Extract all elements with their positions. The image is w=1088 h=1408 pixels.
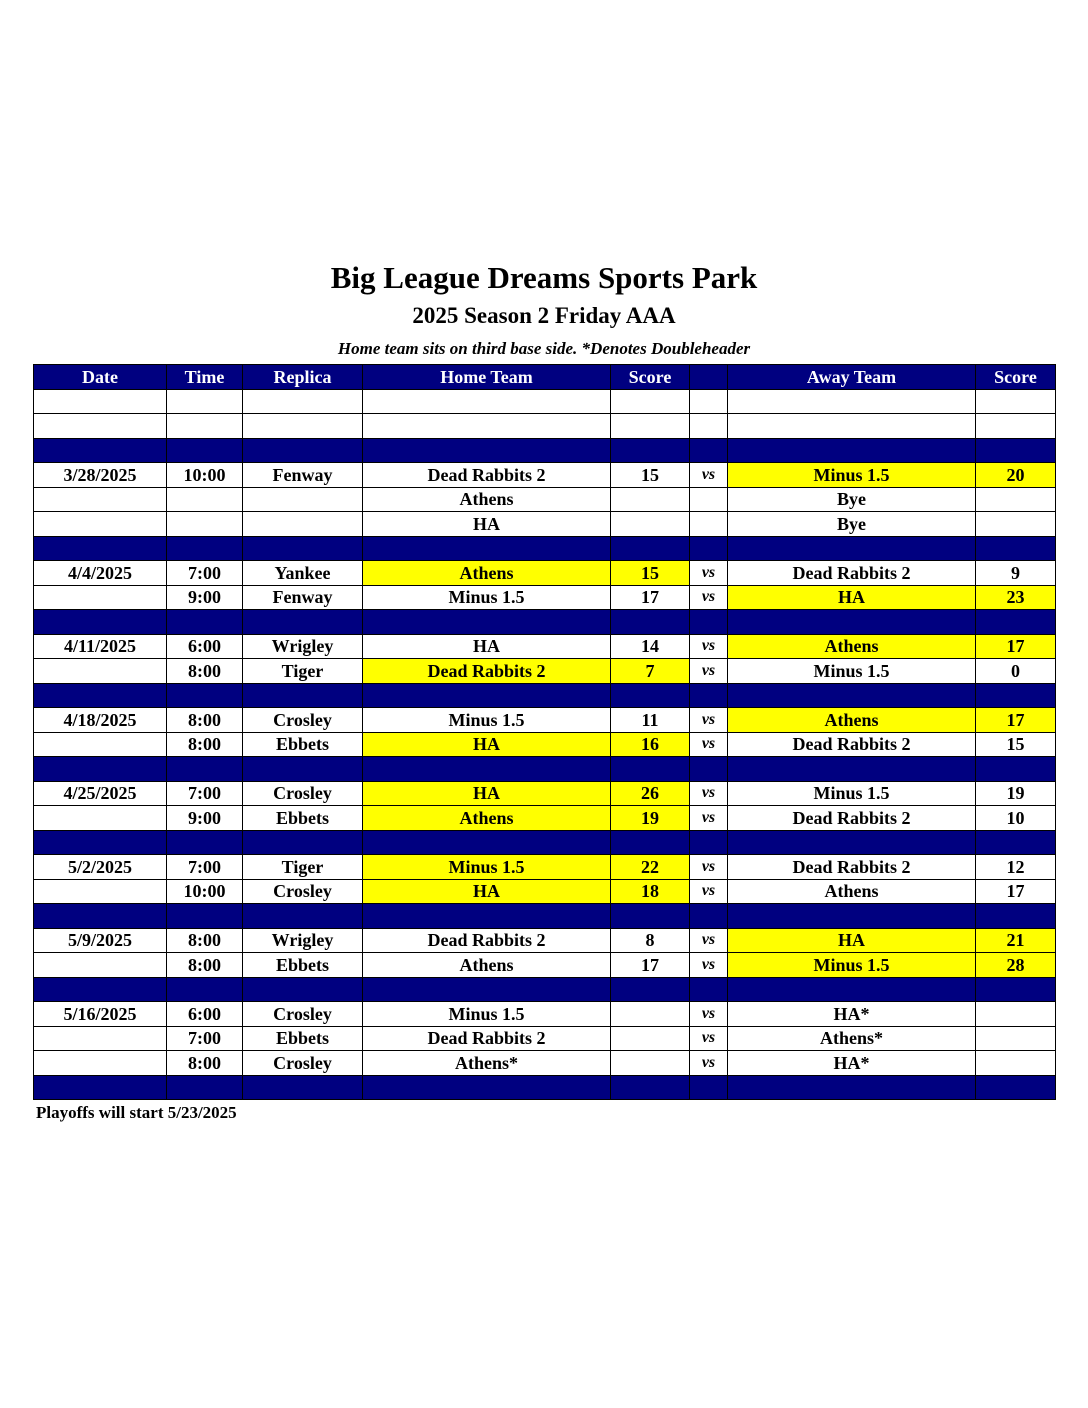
home-team-cell: HA: [363, 781, 611, 806]
home-team-cell: Dead Rabbits 2: [363, 928, 611, 953]
vs-cell: [690, 977, 728, 1002]
vs-cell: vs: [690, 928, 728, 953]
page-title: Big League Dreams Sports Park: [330, 260, 758, 295]
home-score-cell: 15: [611, 463, 690, 488]
time-cell: [167, 757, 243, 782]
away-team-cell: [728, 683, 976, 708]
away-team-cell: Minus 1.5: [728, 659, 976, 684]
vs-cell: [690, 1075, 728, 1100]
away-score-cell: [976, 610, 1056, 635]
vs-cell: vs: [690, 953, 728, 978]
away-score-cell: 19: [976, 781, 1056, 806]
date-cell: [34, 977, 167, 1002]
time-cell: [167, 536, 243, 561]
home-team-cell: [363, 830, 611, 855]
date-cell: [34, 806, 167, 831]
week-separator-row: [34, 757, 1056, 782]
date-cell: 4/18/2025: [34, 708, 167, 733]
game-row: [34, 928, 1056, 953]
date-cell: [34, 389, 167, 414]
away-score-cell: 17: [976, 708, 1056, 733]
game-row: [34, 463, 1056, 488]
vs-cell: vs: [690, 708, 728, 733]
vs-cell: [690, 389, 728, 414]
date-cell: [34, 683, 167, 708]
replica-cell: [243, 904, 363, 929]
time-cell: [167, 487, 243, 512]
game-row: [34, 512, 1056, 537]
replica-cell: [243, 389, 363, 414]
away-team-cell: [728, 389, 976, 414]
replica-cell: Wrigley: [243, 928, 363, 953]
home-team-cell: HA: [363, 879, 611, 904]
week-separator-row: [34, 904, 1056, 929]
home-score-cell: [611, 438, 690, 463]
replica-cell: Fenway: [243, 463, 363, 488]
vs-cell: vs: [690, 1051, 728, 1076]
home-score-cell: [611, 977, 690, 1002]
time-cell: [167, 1075, 243, 1100]
date-cell: 3/28/2025: [34, 463, 167, 488]
away-team-cell: Dead Rabbits 2: [728, 561, 976, 586]
home-score-cell: 19: [611, 806, 690, 831]
away-team-cell: Minus 1.5: [728, 953, 976, 978]
date-cell: [34, 953, 167, 978]
away-team-cell: Bye: [728, 512, 976, 537]
away-score-cell: 20: [976, 463, 1056, 488]
home-team-cell: [363, 1075, 611, 1100]
vs-cell: vs: [690, 806, 728, 831]
home-score-cell: [611, 904, 690, 929]
game-row: [34, 634, 1056, 659]
time-cell: 9:00: [167, 585, 243, 610]
away-score-cell: [976, 438, 1056, 463]
time-cell: 7:00: [167, 855, 243, 880]
vs-cell: vs: [690, 879, 728, 904]
home-team-cell: [363, 389, 611, 414]
away-team-cell: [728, 438, 976, 463]
replica-cell: [243, 536, 363, 561]
home-team-cell: Minus 1.5: [363, 1002, 611, 1027]
away-score-cell: [976, 414, 1056, 439]
time-cell: [167, 610, 243, 635]
home-team-cell: Athens*: [363, 1051, 611, 1076]
game-row: [34, 1051, 1056, 1076]
schedule-body: [34, 389, 1056, 1100]
date-cell: [34, 659, 167, 684]
away-score-cell: 12: [976, 855, 1056, 880]
home-score-cell: 7: [611, 659, 690, 684]
date-cell: [34, 414, 167, 439]
home-score-cell: [611, 1075, 690, 1100]
time-cell: [167, 389, 243, 414]
game-row: [34, 732, 1056, 757]
time-cell: 8:00: [167, 708, 243, 733]
home-team-cell: [363, 977, 611, 1002]
home-score-cell: [611, 414, 690, 439]
away-team-cell: Minus 1.5: [728, 781, 976, 806]
game-row: [34, 1002, 1056, 1027]
home-team-cell: Dead Rabbits 2: [363, 463, 611, 488]
week-separator-row: [34, 977, 1056, 1002]
vs-cell: [690, 610, 728, 635]
vs-cell: [690, 438, 728, 463]
home-score-cell: 17: [611, 585, 690, 610]
home-team-cell: HA: [363, 634, 611, 659]
col-header-away-score: Score: [976, 365, 1056, 390]
replica-cell: Fenway: [243, 585, 363, 610]
header-row: [34, 365, 1056, 390]
away-score-cell: [976, 977, 1056, 1002]
home-score-cell: [611, 610, 690, 635]
playoffs-note: Playoffs will start 5/23/2025: [36, 1103, 237, 1122]
home-team-cell: [363, 414, 611, 439]
home-score-cell: 14: [611, 634, 690, 659]
away-score-cell: [976, 1026, 1056, 1051]
replica-cell: Crosley: [243, 1051, 363, 1076]
home-team-cell: Minus 1.5: [363, 708, 611, 733]
replica-cell: [243, 487, 363, 512]
home-team-cell: HA: [363, 732, 611, 757]
game-row: [34, 561, 1056, 586]
col-header-home-team: Home Team: [363, 365, 611, 390]
date-cell: [34, 487, 167, 512]
season-subtitle: 2025 Season 2 Friday AAA: [412, 303, 676, 328]
game-row: [34, 585, 1056, 610]
col-header-date: Date: [34, 365, 167, 390]
replica-cell: Tiger: [243, 659, 363, 684]
away-score-cell: [976, 1002, 1056, 1027]
away-score-cell: [976, 1075, 1056, 1100]
time-cell: [167, 904, 243, 929]
game-row: [34, 806, 1056, 831]
vs-cell: vs: [690, 659, 728, 684]
date-cell: 5/2/2025: [34, 855, 167, 880]
vs-cell: vs: [690, 855, 728, 880]
replica-cell: Ebbets: [243, 1026, 363, 1051]
time-cell: 7:00: [167, 781, 243, 806]
time-cell: 9:00: [167, 806, 243, 831]
blank-row: [34, 414, 1056, 439]
away-team-cell: HA: [728, 928, 976, 953]
week-separator-row: [34, 830, 1056, 855]
home-score-cell: [611, 683, 690, 708]
away-team-cell: Athens: [728, 708, 976, 733]
date-cell: [34, 512, 167, 537]
replica-cell: Crosley: [243, 1002, 363, 1027]
home-team-cell: [363, 438, 611, 463]
date-cell: 4/11/2025: [34, 634, 167, 659]
home-team-cell: Athens: [363, 806, 611, 831]
home-score-cell: [611, 536, 690, 561]
date-cell: [34, 879, 167, 904]
time-cell: [167, 683, 243, 708]
home-score-cell: 26: [611, 781, 690, 806]
away-team-cell: Bye: [728, 487, 976, 512]
replica-cell: Yankee: [243, 561, 363, 586]
time-cell: 7:00: [167, 561, 243, 586]
home-score-cell: 8: [611, 928, 690, 953]
replica-cell: [243, 830, 363, 855]
away-team-cell: Dead Rabbits 2: [728, 855, 976, 880]
home-score-cell: [611, 757, 690, 782]
away-team-cell: [728, 904, 976, 929]
vs-cell: [690, 536, 728, 561]
home-score-cell: [611, 1051, 690, 1076]
away-team-cell: [728, 757, 976, 782]
vs-cell: vs: [690, 634, 728, 659]
away-score-cell: [976, 830, 1056, 855]
home-score-cell: 22: [611, 855, 690, 880]
away-score-cell: 17: [976, 879, 1056, 904]
away-team-cell: [728, 977, 976, 1002]
home-score-cell: 11: [611, 708, 690, 733]
away-team-cell: Dead Rabbits 2: [728, 732, 976, 757]
week-separator-row: [34, 438, 1056, 463]
away-score-cell: [976, 904, 1056, 929]
away-score-cell: [976, 487, 1056, 512]
time-cell: [167, 414, 243, 439]
replica-cell: [243, 683, 363, 708]
away-score-cell: 21: [976, 928, 1056, 953]
col-header-away-team: Away Team: [728, 365, 976, 390]
replica-cell: [243, 757, 363, 782]
away-team-cell: Athens*: [728, 1026, 976, 1051]
replica-cell: Wrigley: [243, 634, 363, 659]
away-score-cell: 15: [976, 732, 1056, 757]
home-team-cell: HA: [363, 512, 611, 537]
vs-cell: [690, 512, 728, 537]
time-cell: 8:00: [167, 732, 243, 757]
date-cell: 4/25/2025: [34, 781, 167, 806]
home-score-cell: [611, 1026, 690, 1051]
home-team-cell: Athens: [363, 561, 611, 586]
away-team-cell: [728, 610, 976, 635]
game-row: [34, 781, 1056, 806]
date-cell: [34, 438, 167, 463]
away-team-cell: [728, 1075, 976, 1100]
home-team-cell: Dead Rabbits 2: [363, 659, 611, 684]
date-cell: [34, 1051, 167, 1076]
time-cell: 6:00: [167, 1002, 243, 1027]
away-team-cell: [728, 830, 976, 855]
replica-cell: Ebbets: [243, 953, 363, 978]
replica-cell: [243, 977, 363, 1002]
col-header-time: Time: [167, 365, 243, 390]
date-cell: 4/4/2025: [34, 561, 167, 586]
away-score-cell: 23: [976, 585, 1056, 610]
away-team-cell: Athens: [728, 634, 976, 659]
vs-cell: vs: [690, 561, 728, 586]
away-score-cell: [976, 1051, 1056, 1076]
vs-cell: vs: [690, 732, 728, 757]
away-team-cell: HA*: [728, 1002, 976, 1027]
away-team-cell: [728, 414, 976, 439]
home-score-cell: 18: [611, 879, 690, 904]
week-separator-row: [34, 610, 1056, 635]
time-cell: 10:00: [167, 879, 243, 904]
schedule-table: [33, 364, 1056, 1100]
replica-cell: [243, 512, 363, 537]
date-cell: 5/16/2025: [34, 1002, 167, 1027]
replica-cell: Ebbets: [243, 732, 363, 757]
date-cell: [34, 732, 167, 757]
replica-cell: [243, 414, 363, 439]
game-row: [34, 953, 1056, 978]
date-cell: [34, 757, 167, 782]
replica-cell: Ebbets: [243, 806, 363, 831]
away-score-cell: [976, 389, 1056, 414]
vs-cell: [690, 904, 728, 929]
game-row: [34, 855, 1056, 880]
vs-cell: vs: [690, 463, 728, 488]
home-team-cell: Minus 1.5: [363, 585, 611, 610]
home-team-cell: [363, 683, 611, 708]
time-cell: [167, 438, 243, 463]
game-row: [34, 659, 1056, 684]
away-score-cell: 28: [976, 953, 1056, 978]
replica-cell: Crosley: [243, 708, 363, 733]
date-cell: [34, 536, 167, 561]
vs-cell: vs: [690, 1002, 728, 1027]
vs-cell: [690, 757, 728, 782]
time-cell: 10:00: [167, 463, 243, 488]
home-team-cell: Minus 1.5: [363, 855, 611, 880]
replica-cell: Crosley: [243, 879, 363, 904]
home-score-cell: 15: [611, 561, 690, 586]
time-cell: 8:00: [167, 953, 243, 978]
game-row: [34, 487, 1056, 512]
home-team-cell: [363, 610, 611, 635]
vs-cell: vs: [690, 1026, 728, 1051]
blank-row: [34, 389, 1056, 414]
away-score-cell: 9: [976, 561, 1056, 586]
time-cell: 8:00: [167, 659, 243, 684]
away-score-cell: [976, 512, 1056, 537]
away-score-cell: [976, 683, 1056, 708]
date-cell: [34, 1075, 167, 1100]
away-team-cell: HA: [728, 585, 976, 610]
col-header-vs: [690, 365, 728, 390]
home-team-cell: Athens: [363, 487, 611, 512]
home-score-cell: [611, 487, 690, 512]
time-cell: [167, 977, 243, 1002]
vs-cell: [690, 487, 728, 512]
away-team-cell: [728, 536, 976, 561]
away-team-cell: Athens: [728, 879, 976, 904]
time-cell: 7:00: [167, 1026, 243, 1051]
time-cell: [167, 830, 243, 855]
date-cell: [34, 904, 167, 929]
time-cell: 6:00: [167, 634, 243, 659]
replica-cell: [243, 1075, 363, 1100]
vs-cell: [690, 683, 728, 708]
home-team-cell: Athens: [363, 953, 611, 978]
home-team-cell: [363, 904, 611, 929]
col-header-home-score: Score: [611, 365, 690, 390]
away-team-cell: Dead Rabbits 2: [728, 806, 976, 831]
home-score-cell: 16: [611, 732, 690, 757]
vs-cell: [690, 414, 728, 439]
home-score-cell: 17: [611, 953, 690, 978]
home-score-cell: [611, 830, 690, 855]
week-separator-row: [34, 683, 1056, 708]
time-cell: [167, 512, 243, 537]
date-cell: [34, 610, 167, 635]
date-cell: 5/9/2025: [34, 928, 167, 953]
home-team-cell: [363, 536, 611, 561]
home-team-cell: Dead Rabbits 2: [363, 1026, 611, 1051]
game-row: [34, 708, 1056, 733]
game-row: [34, 1026, 1056, 1051]
week-separator-row: [34, 536, 1056, 561]
away-score-cell: 17: [976, 634, 1056, 659]
replica-cell: [243, 438, 363, 463]
week-separator-row: [34, 1075, 1056, 1100]
date-cell: [34, 585, 167, 610]
away-score-cell: [976, 757, 1056, 782]
replica-cell: [243, 610, 363, 635]
date-cell: [34, 1026, 167, 1051]
replica-cell: Tiger: [243, 855, 363, 880]
vs-cell: vs: [690, 781, 728, 806]
home-team-cell: [363, 757, 611, 782]
date-cell: [34, 830, 167, 855]
vs-cell: vs: [690, 585, 728, 610]
time-cell: 8:00: [167, 928, 243, 953]
time-cell: 8:00: [167, 1051, 243, 1076]
away-team-cell: Minus 1.5: [728, 463, 976, 488]
doubleheader-note: Home team sits on third base side. *Denotes Doubleheader: [337, 339, 751, 358]
away-team-cell: HA*: [728, 1051, 976, 1076]
replica-cell: Crosley: [243, 781, 363, 806]
home-score-cell: [611, 512, 690, 537]
away-score-cell: 10: [976, 806, 1056, 831]
home-score-cell: [611, 1002, 690, 1027]
home-score-cell: [611, 389, 690, 414]
col-header-replica: Replica: [243, 365, 363, 390]
away-score-cell: 0: [976, 659, 1056, 684]
vs-cell: [690, 830, 728, 855]
away-score-cell: [976, 536, 1056, 561]
game-row: [34, 879, 1056, 904]
